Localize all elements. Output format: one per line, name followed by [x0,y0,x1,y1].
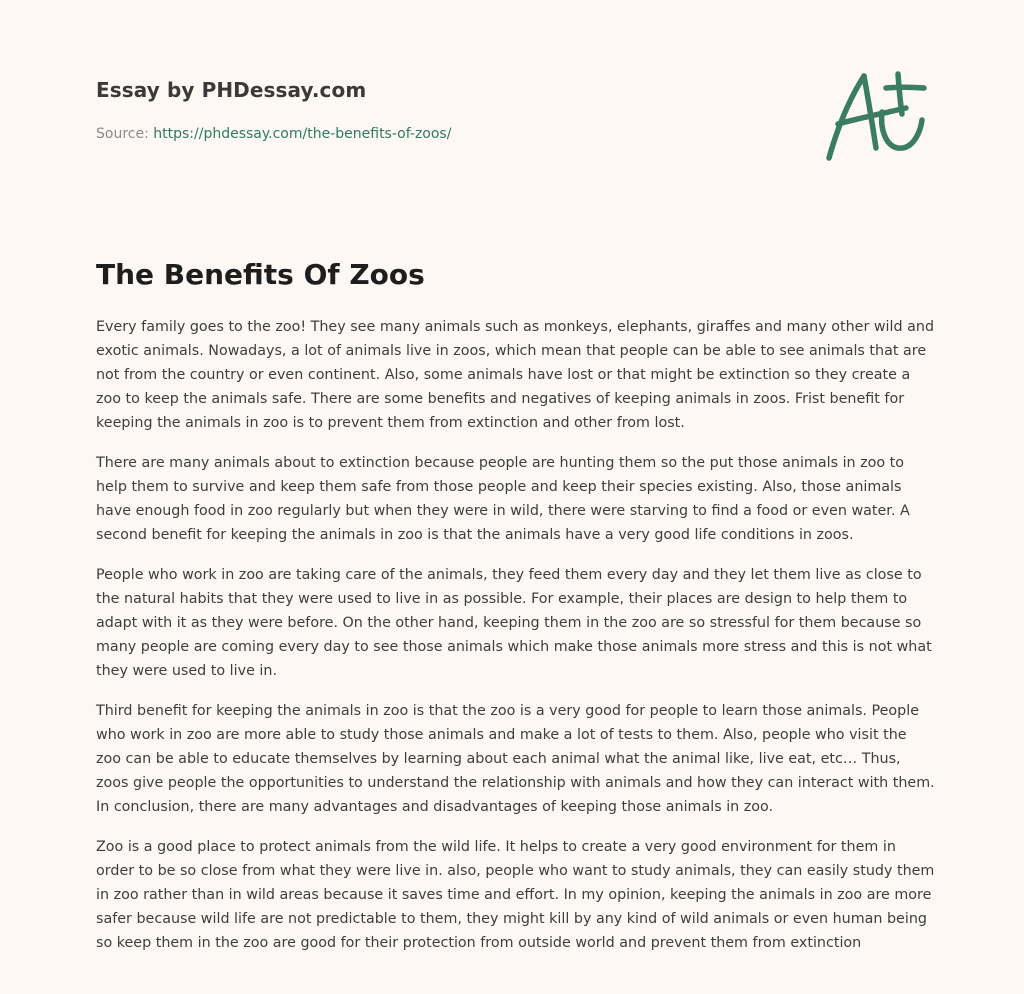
essay-paragraph: People who work in zoo are taking care of the animals, they feed them every day and they let them live as close to the natural habits that they were used to live in as possible. For example, their places are design to help them to adapt with it as they were before. On the other hand, keeping them in the zoo are so stressful for them because so many people are coming every day to see those animals which make those animals more stress and this is not what they were used to live in. [96,567,932,679]
essay-body [96,315,936,971]
brand-title: Essay by PHDessay.com [96,78,367,102]
source-label: Source: [96,126,154,142]
a-plus-grade-icon [820,66,930,166]
source-line [96,124,936,144]
essay-paragraph: Every family goes to the zoo! They see many animals such as monkeys, elephants, giraffes and many other wild and exotic animals. Nowadays, a lot of animals live in zoos, which mean that people can be able to see animals that are not from the country or even continent. Also, some animals have lost or that might be extinction so they create a zoo to keep the animals safe. There are some benefits and negatives of keeping animals in zoos. Frist benefit for keeping the animals in zoo is to prevent them from extinction and other from lost. [96,319,935,431]
essay-title: The Benefits Of Zoos [96,258,425,291]
essay-paragraph: There are many animals about to extinction because people are hunting them so the put those animals in zoo to help them to survive and keep them safe from those people and keep their species existing. Also, those animals have enough food in zoo regularly but when they were in wild, there were starving to find a food or even water. A second benefit for keeping the animals in zoo is that the animals have a very good life conditions in zoos. [96,455,910,543]
essay-paragraph: Third benefit for keeping the animals in zoo is that the zoo is a very good for people to learn those animals. People who work in zoo are more able to study those animals and make a lot of tests to them. Also, people who visit the zoo can be able to educate themselves by learning about each animal what the animal like, live eat, etc… Thus, zoos give people the opportunities to understand the relationship with animals and how they can interact with them. In conclusion, there are many advantages and disadvantages of keeping those animals in zoo. [96,703,935,815]
source-link[interactable]: https://phdessay.com/the-benefits-of-zoos/ [153,126,452,142]
essay-header [96,76,936,144]
essay-paragraph: Zoo is a good place to protect animals from the wild life. It helps to create a very good environment for them in order to be so close from what they were live in. also, people who want to study animals, they can easily study them in zoo rather than in wild areas because it saves time and effort. In my opinion, keeping the animals in zoo are more safer because wild life are not predictable to them, they might kill by any kind of wild animals or even human being so keep them in the zoo are good for their protection from outside world and prevent them from extinction [96,839,935,951]
